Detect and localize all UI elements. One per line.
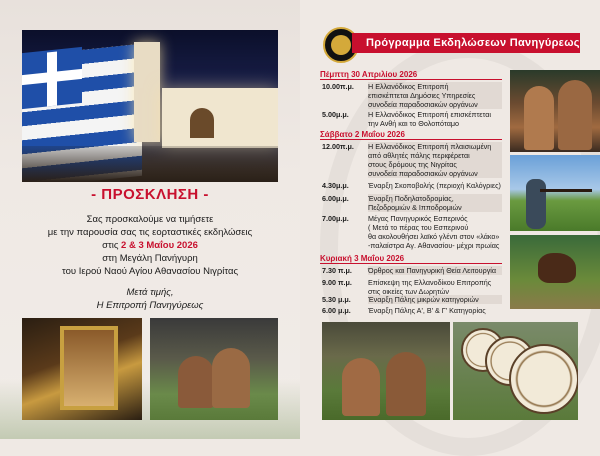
invitation-line: στη Μεγάλη Πανήγυρη bbox=[102, 253, 198, 264]
event-row: 6.00 μ.μ. Έναρξη Πάλης Α', Β' & Γ' Κατηγορίας bbox=[322, 306, 486, 315]
event-time: 5.00μ.μ. bbox=[322, 110, 349, 119]
event-row: 7.00μ.μ. Μέγας Πανηγυρικός Εσπερινός ( Μετά το πέρας του Εσπερινού θα ακολουθήσει λαϊκό γλέντι στον «λάκο» -παλαίστρα Αγ. Αθανασίου- μέχρι πρωίας bbox=[322, 214, 500, 250]
program-title: Πρόγραμμα Εκδηλώσεων Πανηγύρεως bbox=[352, 33, 580, 53]
invitation-dates: στις 2 & 3 Μαΐου 2026 bbox=[102, 240, 198, 251]
event-row: 6.00μ.μ. Έναρξη Ποδηλατοδρομίας, Πεζοδρομιών & Ιπποδρομιών bbox=[322, 194, 502, 212]
signature-committee: Η Επιτροπή Πανηγύρεως bbox=[96, 300, 204, 311]
wrestlers-photo bbox=[510, 70, 600, 152]
invitation-line: Σας προσκαλούμε να τιμήσετε bbox=[86, 214, 214, 225]
wrestling-photo bbox=[150, 318, 278, 420]
church-photo bbox=[22, 30, 278, 182]
event-row: 5.00μ.μ. Η Ελλανόδικος Επιτροπή επισκέπτεται την Ανθή και το Θολοπόταμο bbox=[322, 110, 491, 128]
event-time: 5.30 μ.μ. bbox=[322, 295, 351, 304]
event-row: 12.00π.μ. Η Ελλανόδικος Επιτροπή πλαισιωμένη από αθλητές πάλης περιφέρεται στους δρόμους της Νιγρίτας συνοδεία παραδοσιακών οργάνων bbox=[322, 142, 502, 178]
festival-dates: 2 & 3 Μαΐου 2026 bbox=[121, 240, 198, 251]
event-row: 5.30 μ.μ. Έναρξη Πάλης μικρών κατηγοριών bbox=[322, 295, 502, 304]
event-row: 10.00π.μ. Η Ελλανόδικος Επιτροπή επισκέπτεται Δημόσιες Υπηρεσίες συνοδεία παραδοσιακών οργάνων bbox=[322, 82, 502, 109]
invitation-line: με την παρουσία σας τις εορταστικές εκδηλώσεις bbox=[47, 227, 253, 238]
drum bbox=[509, 344, 578, 414]
event-time: 10.00π.μ. bbox=[322, 82, 354, 91]
crowd bbox=[22, 146, 278, 182]
wrestling-crowd-photo bbox=[322, 322, 450, 420]
event-time: 9.00 π.μ. bbox=[322, 278, 352, 287]
bell-tower bbox=[134, 42, 160, 142]
horse-race-photo bbox=[510, 235, 600, 309]
horse bbox=[538, 253, 576, 283]
event-row: 4.30μ.μ. Έναρξη Σκοποβολής (περιοχή Καλόγριες) bbox=[322, 181, 501, 190]
event-time: 7.30 π.μ. bbox=[322, 266, 352, 275]
event-row: 9.00 π.μ. Επίσκεψη της Ελλανοδίκου Επιτροπής στις οικείες των Δωρητών bbox=[322, 278, 492, 296]
event-row: 7.30 π.μ. Όρθρος και Πανηγυρική Θεία Λειτουργία bbox=[322, 266, 502, 275]
day-heading: Σάββατο 2 Μαΐου 2026 bbox=[320, 130, 405, 139]
shooting-photo bbox=[510, 155, 600, 231]
event-time: 4.30μ.μ. bbox=[322, 181, 349, 190]
invitation-line: του Ιερού Ναού Αγίου Αθανασίου Νιγρίτας bbox=[61, 266, 239, 277]
invitation-title: - ΠΡΟΣΚΛΗΣΗ - bbox=[91, 186, 209, 203]
invitation-block bbox=[22, 186, 278, 312]
event-time: 6.00μ.μ. bbox=[322, 194, 349, 203]
day-heading: Πέμπτη 30 Απριλίου 2026 bbox=[320, 70, 418, 79]
event-time: 12.00π.μ. bbox=[322, 142, 354, 151]
event-time: 7.00μ.μ. bbox=[322, 214, 349, 223]
event-time: 6.00 μ.μ. bbox=[322, 306, 351, 315]
holy-icon bbox=[60, 326, 118, 410]
icon-procession-photo bbox=[22, 318, 142, 420]
day-heading: Κυριακή 3 Μαΐου 2026 bbox=[320, 254, 405, 263]
signature-line: Μετά τιμής, bbox=[126, 287, 174, 298]
church-building bbox=[162, 88, 278, 148]
drums-photo bbox=[453, 322, 578, 420]
